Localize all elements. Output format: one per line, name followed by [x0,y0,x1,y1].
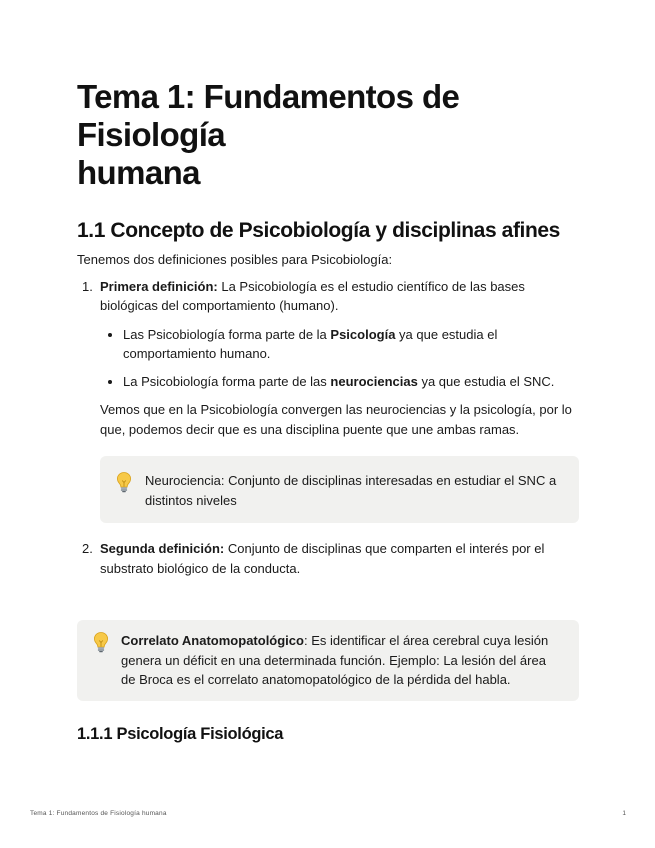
bullet-list [100,325,579,392]
bullet-bold: neurociencias [330,373,418,389]
paragraph: Vemos que en la Psicobiología convergen las neurociencias y la psicología, por lo que, podemos decir que es una disciplina puente que une ambas ramas. [100,402,572,437]
title-line-1: Tema 1: Fundamentos de [77,78,460,115]
section-heading-1-1: 1.1 Concepto de Psicobiología y disciplinas afines [77,219,560,242]
title-line-2: Fisiología [77,116,226,153]
bullet-text: Las Psicobiología forma parte de la [123,326,331,342]
section-intro: Tenemos dos definiciones posibles para Psicobiología: [77,252,393,267]
page-number: 1 [622,810,626,817]
bullet-text: La Psicobiología forma parte de las [123,373,331,389]
page-title [77,78,579,192]
list-item [77,277,579,524]
footer-title: Tema 1: Fundamentos de Fisiología humana [30,810,167,817]
document-page [77,78,579,745]
list-number: 1. [82,278,93,294]
definition-text: Conjunto de disciplinas que comparten el interés por el substrato biológico de la conducta. [100,541,545,576]
bullet-bold: Psicología [330,326,396,342]
definition-label: Segunda definición: [100,541,225,556]
definition-label: Primera definición: [100,278,218,294]
callout-text: : Es identificar el área cerebral cuya lesión genera un déficit en una determinada función. Ejemplo: La lesión del área de Broca es el correlato anatomopatológico de la pérdida del habla. [121,633,549,687]
callout-correlato [77,620,579,701]
title-line-3: humana [77,154,200,191]
list-number: 2. [82,541,93,556]
bullet-text: ya que estudia el SNC. [417,373,555,389]
definitions-list [77,277,579,579]
definition-text: La Psicobiología es el estudio científico de las bases biológicas del comportamiento (humano). [100,278,525,313]
lightbulb-icon [91,631,111,653]
callout-bold: Correlato Anatomopatológico [121,633,304,648]
bullet-item [100,372,579,392]
list-item [77,539,579,578]
bullet-item [100,325,579,364]
section-heading-1-1-1: 1.1.1 Psicología Fisiológica [77,724,284,743]
callout-neurociencia [100,456,579,523]
callout-text: Neurociencia: Conjunto de disciplinas interesadas en estudiar el SNC a distintos niveles [145,473,557,508]
bullet-text: ya que estudia el comportamiento humano. [123,326,498,361]
callout-body [121,631,563,690]
lightbulb-icon [114,471,134,493]
